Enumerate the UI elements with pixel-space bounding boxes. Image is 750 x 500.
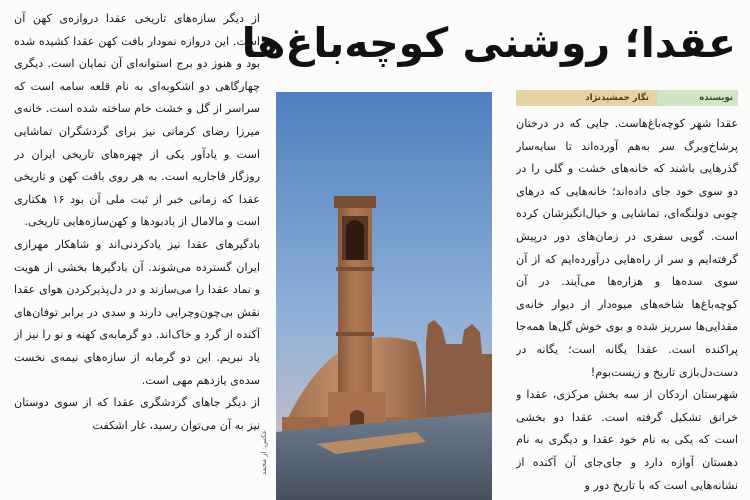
article-photo-windcatcher [276,92,492,500]
paragraph: از دیگر جاهای گردشگری عقدا که از سوی دوستان نیز به آن می‌توان رسید، غار اشکفت [14,396,260,432]
article-column-left [14,8,260,500]
paragraph: شهرستان اردکان از سه بخش مرکزی، عقدا و خرانق تشکیل گرفته است. عقدا دو بخشی است که یکی به نام خود عقدا و دیگری به نام دهستان آوازه دارد و جای‌جای آن آکنده از نشانه‌هایی است که با تاریخ دور و [516,388,738,492]
article-column-right [516,113,738,500]
article-headline: عقدا؛ روشنی کوچه‌باغ‌ها [241,19,736,67]
paragraph: عقدا شهر کوچه‌باغ‌هاست. جایی که در درختان پرشاخ‌وبرگ سر به‌هم آورده‌اند تا سایه‌سار گذرهایی باشند که خانه‌های خشت و گلی را در دو سوی خود جای داده‌اند؛ خانه‌هایی که درهای چوبی دولنگه‌ای، تماشایی و خیال‌انگیزشان کرده است. گویی سفری در زمان‌های دور درپیش گرفته‌ایم و سر از راه‌هایی درآورده‌ایم که از آن سوی سده‌ها و هزاره‌ها می‌آیند. در آن کوچه‌باغ‌ها شاخه‌های میوه‌دار از دیوار خانه‌ی مقدایی‌ها سرریز شده و بوی خوش گل‌ها همه‌جا پراکنده است. عقدا یگانه است؛ یگانه در دست‌دل‌بازی تاریخ و زیست‌بوم! [516,117,738,379]
paragraph: از دیگر سازه‌های تاریخی عقدا دروازه‌ی کهن آن است. این دروازه نمودار بافت کهن عقدا کشیده شده بود و هنوز دو برج استوانه‌ای آن نمایان است. دیگری چهارگاهی دو اشکوبه‌ای به نام قلعه سامه است که سراسر از گل و خشت خام ساخته شده است. خانه‌ی میرزا رضای کرمانی نیز برای گردشگران تماشایی است و یادآور یکی از چهره‌های تاریخی ایران در روزگار قاجاریه است. به هر روی بافت کهن و تاریخی عقدا که زمانی خبر از ثبت ملی آن بود ۱۶ هکتاری است و مالامال از یادبودها و کهن‌سازه‌هایی تاریخی. [14,12,260,229]
byline-author: نگار جمشیدنژاد [516,90,657,106]
photo-credit: عکس: از محمد [260,430,268,476]
byline [516,90,738,106]
paragraph: بادگیرهای عقدا نیز یادکردنی‌اند و شاهکار مهرازی ایران گسترده می‌شوند. آن بادگیرها بخشی از هویت و نماد عقدا را می‌سازند و در دل‌پذیرکردن هوای عقدا نقش بی‌چون‌وچرایی دارند و سدی در برابر توفان‌های آکنده از گرد و خاک‌اند. دو گرمابه‌ی کهنه و نو را نیز از یاد نبریم. این دو گرمابه از سازه‌های نیمه‌ی نخست سده‌ی یازدهم مهی است. [14,237,260,387]
byline-role: نویسنده [657,90,738,106]
